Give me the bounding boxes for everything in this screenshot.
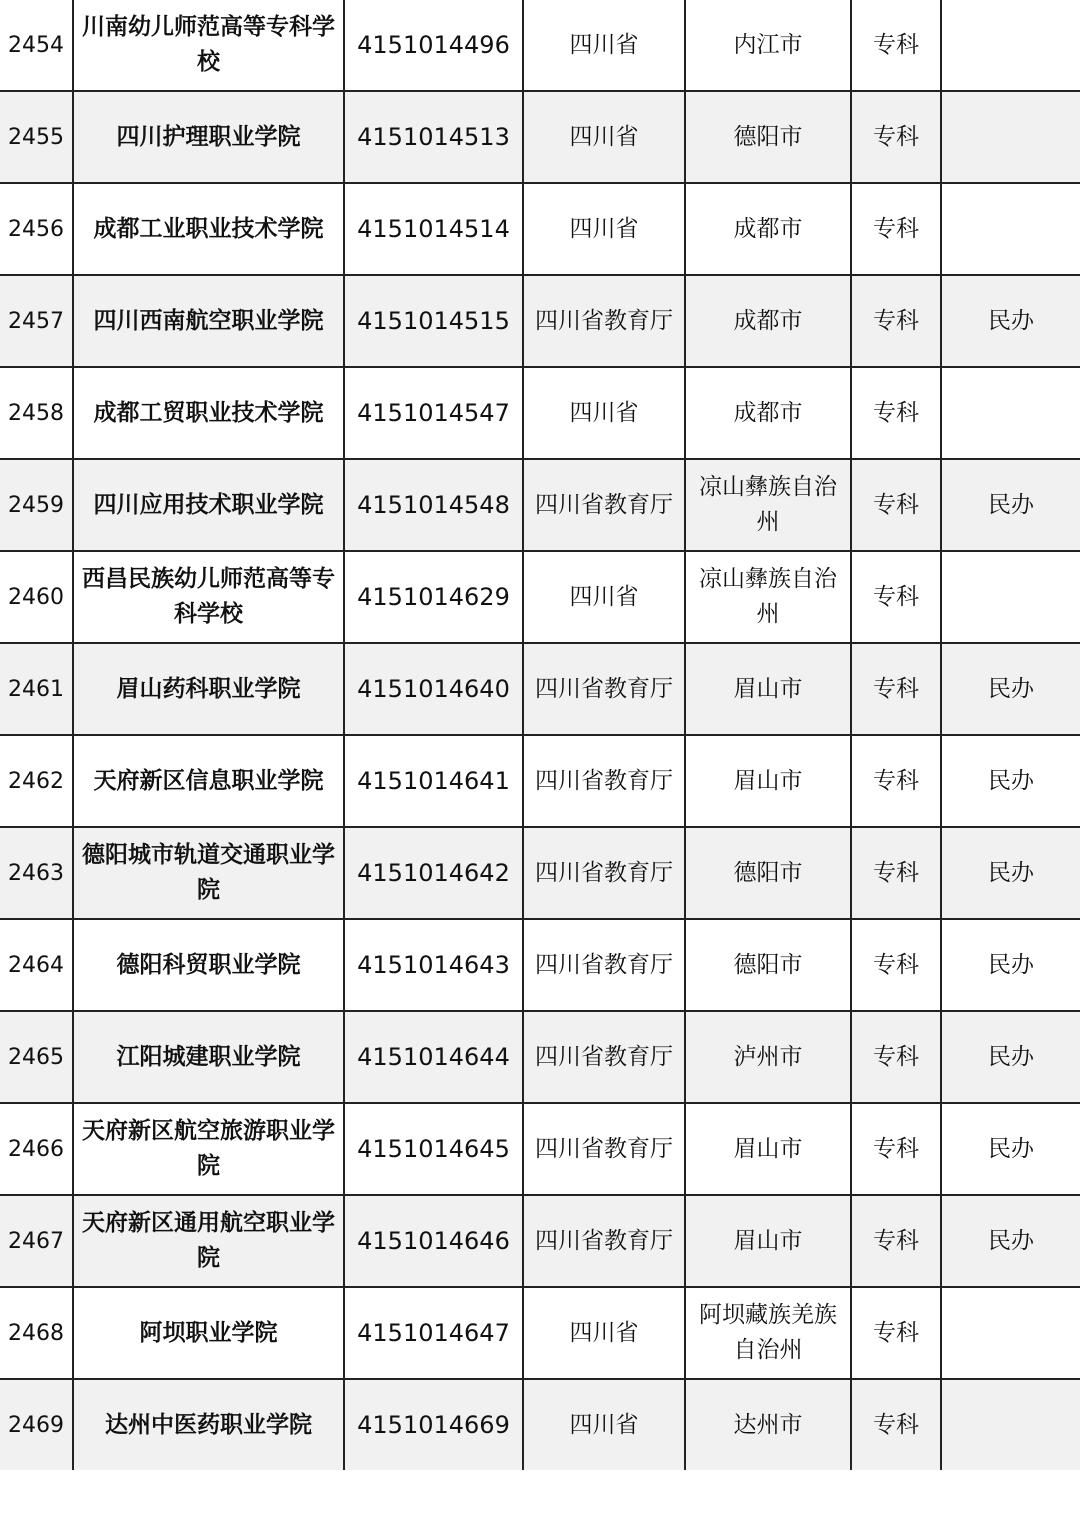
location-city-cell: 成都市	[685, 275, 851, 367]
table-row	[0, 643, 1080, 735]
supervising-department-cell: 四川省教育厅	[523, 275, 685, 367]
school-code-cell: 4151014515	[344, 275, 523, 367]
location-city-cell: 眉山市	[685, 735, 851, 827]
location-city-cell: 泸州市	[685, 1011, 851, 1103]
location-city-cell: 成都市	[685, 183, 851, 275]
ownership-note-cell: 民办	[941, 1195, 1080, 1287]
school-code-cell: 4151014669	[344, 1379, 523, 1470]
school-name-cell: 德阳城市轨道交通职业学院	[73, 827, 344, 919]
school-name-cell: 江阳城建职业学院	[73, 1011, 344, 1103]
school-code-cell: 4151014642	[344, 827, 523, 919]
school-code-cell: 4151014548	[344, 459, 523, 551]
school-name-cell: 天府新区信息职业学院	[73, 735, 344, 827]
school-code-cell: 4151014644	[344, 1011, 523, 1103]
ownership-note-cell	[941, 367, 1080, 459]
school-code-cell: 4151014641	[344, 735, 523, 827]
school-code-cell: 4151014640	[344, 643, 523, 735]
school-name-cell: 德阳科贸职业学院	[73, 919, 344, 1011]
school-name-cell: 眉山药科职业学院	[73, 643, 344, 735]
school-name-cell: 成都工贸职业技术学院	[73, 367, 344, 459]
education-level-cell: 专科	[851, 183, 941, 275]
location-city-cell: 阿坝藏族羌族自治州	[685, 1287, 851, 1379]
school-code-cell: 4151014513	[344, 91, 523, 183]
school-name-cell: 四川护理职业学院	[73, 91, 344, 183]
row-number-cell: 2454	[0, 0, 73, 91]
education-level-cell: 专科	[851, 0, 941, 91]
table-row	[0, 1011, 1080, 1103]
table-row	[0, 459, 1080, 551]
supervising-department-cell: 四川省	[523, 1379, 685, 1470]
education-level-cell: 专科	[851, 643, 941, 735]
education-level-cell: 专科	[851, 735, 941, 827]
school-name-cell: 川南幼儿师范高等专科学校	[73, 0, 344, 91]
ownership-note-cell: 民办	[941, 735, 1080, 827]
supervising-department-cell: 四川省教育厅	[523, 1195, 685, 1287]
ownership-note-cell: 民办	[941, 919, 1080, 1011]
location-city-cell: 成都市	[685, 367, 851, 459]
school-name-cell: 天府新区通用航空职业学院	[73, 1195, 344, 1287]
ownership-note-cell	[941, 91, 1080, 183]
row-number-cell: 2465	[0, 1011, 73, 1103]
table-row	[0, 91, 1080, 183]
row-number-cell: 2460	[0, 551, 73, 643]
table-row	[0, 919, 1080, 1011]
location-city-cell: 内江市	[685, 0, 851, 91]
school-name-cell: 天府新区航空旅游职业学院	[73, 1103, 344, 1195]
school-code-cell: 4151014643	[344, 919, 523, 1011]
supervising-department-cell: 四川省	[523, 91, 685, 183]
supervising-department-cell: 四川省教育厅	[523, 919, 685, 1011]
education-level-cell: 专科	[851, 551, 941, 643]
school-code-cell: 4151014514	[344, 183, 523, 275]
education-level-cell: 专科	[851, 1379, 941, 1470]
location-city-cell: 凉山彝族自治州	[685, 551, 851, 643]
location-city-cell: 眉山市	[685, 1103, 851, 1195]
ownership-note-cell	[941, 0, 1080, 91]
table-row	[0, 1379, 1080, 1470]
supervising-department-cell: 四川省	[523, 1287, 685, 1379]
row-number-cell: 2462	[0, 735, 73, 827]
school-code-cell: 4151014645	[344, 1103, 523, 1195]
education-level-cell: 专科	[851, 275, 941, 367]
row-number-cell: 2455	[0, 91, 73, 183]
ownership-note-cell: 民办	[941, 275, 1080, 367]
table-row	[0, 1103, 1080, 1195]
location-city-cell: 眉山市	[685, 1195, 851, 1287]
location-city-cell: 眉山市	[685, 643, 851, 735]
row-number-cell: 2457	[0, 275, 73, 367]
table-row	[0, 1287, 1080, 1379]
school-name-cell: 成都工业职业技术学院	[73, 183, 344, 275]
supervising-department-cell: 四川省教育厅	[523, 1011, 685, 1103]
location-city-cell: 德阳市	[685, 827, 851, 919]
education-level-cell: 专科	[851, 91, 941, 183]
location-city-cell: 德阳市	[685, 919, 851, 1011]
education-level-cell: 专科	[851, 1287, 941, 1379]
supervising-department-cell: 四川省教育厅	[523, 459, 685, 551]
school-code-cell: 4151014647	[344, 1287, 523, 1379]
supervising-department-cell: 四川省	[523, 367, 685, 459]
location-city-cell: 德阳市	[685, 91, 851, 183]
school-code-cell: 4151014496	[344, 0, 523, 91]
location-city-cell: 凉山彝族自治州	[685, 459, 851, 551]
education-level-cell: 专科	[851, 459, 941, 551]
supervising-department-cell: 四川省	[523, 0, 685, 91]
school-code-cell: 4151014629	[344, 551, 523, 643]
table-row	[0, 551, 1080, 643]
ownership-note-cell	[941, 1287, 1080, 1379]
school-code-cell: 4151014547	[344, 367, 523, 459]
supervising-department-cell: 四川省	[523, 183, 685, 275]
ownership-note-cell: 民办	[941, 1011, 1080, 1103]
table-row	[0, 0, 1080, 91]
row-number-cell: 2459	[0, 459, 73, 551]
ownership-note-cell: 民办	[941, 643, 1080, 735]
school-name-cell: 四川应用技术职业学院	[73, 459, 344, 551]
ownership-note-cell: 民办	[941, 1103, 1080, 1195]
ownership-note-cell: 民办	[941, 459, 1080, 551]
row-number-cell: 2464	[0, 919, 73, 1011]
education-level-cell: 专科	[851, 827, 941, 919]
row-number-cell: 2458	[0, 367, 73, 459]
row-number-cell: 2467	[0, 1195, 73, 1287]
school-code-cell: 4151014646	[344, 1195, 523, 1287]
school-name-cell: 达州中医药职业学院	[73, 1379, 344, 1470]
school-name-cell: 四川西南航空职业学院	[73, 275, 344, 367]
ownership-note-cell: 民办	[941, 827, 1080, 919]
supervising-department-cell: 四川省	[523, 551, 685, 643]
row-number-cell: 2469	[0, 1379, 73, 1470]
row-number-cell: 2461	[0, 643, 73, 735]
row-number-cell: 2468	[0, 1287, 73, 1379]
row-number-cell: 2463	[0, 827, 73, 919]
education-level-cell: 专科	[851, 1195, 941, 1287]
supervising-department-cell: 四川省教育厅	[523, 1103, 685, 1195]
table-row	[0, 735, 1080, 827]
table-row	[0, 827, 1080, 919]
ownership-note-cell	[941, 1379, 1080, 1470]
location-city-cell: 达州市	[685, 1379, 851, 1470]
ownership-note-cell	[941, 183, 1080, 275]
table-row	[0, 1195, 1080, 1287]
supervising-department-cell: 四川省教育厅	[523, 827, 685, 919]
school-name-cell: 西昌民族幼儿师范高等专科学校	[73, 551, 344, 643]
school-name-cell: 阿坝职业学院	[73, 1287, 344, 1379]
supervising-department-cell: 四川省教育厅	[523, 643, 685, 735]
table-row	[0, 183, 1080, 275]
ownership-note-cell	[941, 551, 1080, 643]
education-level-cell: 专科	[851, 367, 941, 459]
education-level-cell: 专科	[851, 1011, 941, 1103]
education-level-cell: 专科	[851, 1103, 941, 1195]
row-number-cell: 2466	[0, 1103, 73, 1195]
education-level-cell: 专科	[851, 919, 941, 1011]
table-row	[0, 367, 1080, 459]
supervising-department-cell: 四川省教育厅	[523, 735, 685, 827]
row-number-cell: 2456	[0, 183, 73, 275]
table-row	[0, 275, 1080, 367]
